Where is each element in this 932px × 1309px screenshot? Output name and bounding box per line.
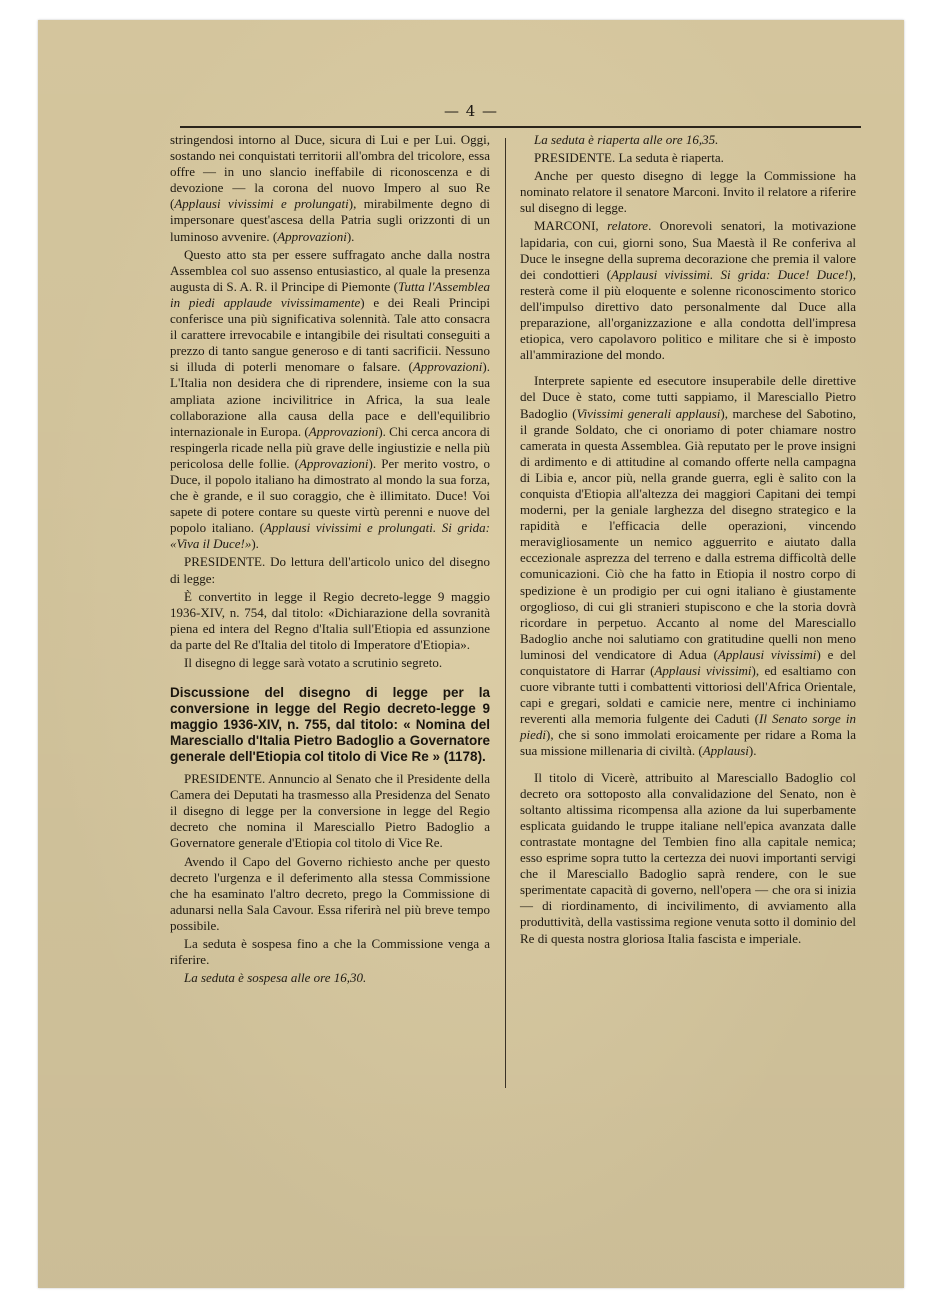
paragraph: La seduta è sospesa fino a che la Commissione venga a riferire. bbox=[170, 936, 490, 968]
paper-sheet bbox=[38, 20, 904, 1288]
spacer bbox=[520, 762, 856, 770]
column-divider bbox=[505, 138, 506, 1088]
page-number: — 4 — bbox=[443, 102, 499, 120]
paragraph: Interprete sapiente ed esecutore insuperabile delle direttive del Duce è stato, come tutti sappiamo, il Maresciallo Pietro Badoglio (Vivissimi generali applausi), marchese del Sabotino, il grande Soldato, che ci onoriamo di poter chiamare nostro camerata in questa Assemblea. Già reputato per le prove insigni di ardimento e di attitudine al comando offerte nella campagna di Libia e, ancor più, nella grande guerra, egli è salito con la conquista d'Etiopia all'altezza dei maggiori Capitani dei tempi moderni, per la geniale larghezza del disegno strategico e la rapidità e l'efficacia delle operazioni, vincendo meravigliosamente un nemico agguerrito e aiutato dalla eccezionale asprezza del terreno e dalla estrema difficoltà delle comunicazioni. Ciò che ha fatto in Etiopia il nostro corpo di spedizione è un prodigio per cui ogni italiano è giustamente orgoglioso, di cui gli stranieri stupiscono e che la storia dovrà ricordare in perpetuo. Accanto al nome del Maresciallo Badoglio anche noi salutiamo con gratitudine quelli non meno luminosi del vendicatore di Adua (Applausi vivissimi) e del conquistatore di Harrar (Applausi vivissimi), ed esaltiamo con cuore vibrante tutti i combattenti vittoriosi dell'Africa Orientale, capi e gregari, soldati e camicie nere, mentre ci inchiniamo reverenti alla memoria fulgente dei Caduti (Il Senato sorge in piedi), che si sono immolati eroicamente per ridare a Roma la sua missione millenaria di civiltà. (Applausi). bbox=[520, 373, 857, 759]
paragraph: PRESIDENTE. La seduta è riaperta. bbox=[534, 150, 724, 166]
section-heading: Discussione del disegno di legge per la conversione in legge del Regio decreto-legge 9 maggio 1936-XIV, n. 755, dal titolo: « Nomina del Maresciallo d'Italia Pietro Badoglio a Governatore generale dell'Etiopia col titolo di Vice Re » (1178). bbox=[170, 685, 490, 765]
paragraph: stringendosi intorno al Duce, sicura di Lui e per Lui. Oggi, sostando nei conquistati territorii all'ombra del tricolore, essa offre — in uno slancio ineffabile di riconoscenza e di devozione — la corona del nuovo Impero al suo Re (Applausi vivissimi e prolungati), mirabilmente degno di impersonare quest'ascesa della Patria sugli orizzonti di un luminoso avvenire. (Approvazioni). bbox=[170, 132, 490, 244]
paragraph: PRESIDENTE. Annuncio al Senato che il Presidente della Camera dei Deputati ha trasmesso alla Presidenza del Senato il disegno di legge per la conversione in legge del Regio decreto che nomina il Maresciallo Pietro Badoglio a Governatore generale d'Etiopia col titolo di Vice Re. bbox=[170, 771, 490, 851]
session-note: La seduta è sospesa alle ore 16,30. bbox=[184, 970, 367, 986]
paragraph: Questo atto sta per essere suffragato anche dalla nostra Assemblea col suo assenso entusiastico, al quale la presenza augusta di S. A. R. il Principe di Piemonte (Tutta l'Assemblea in piedi applaude vivissimamente) e dei Reali Principi conferisce una più significativa solennità. Tale atto consacra il carattere irrevocabile e intangibile dei risultati conseguiti a prezzo di tanto sangue generoso e di tanti sacrificii. Nessuno si illuda di poterli menomare o falsare. (Approvazioni). L'Italia non desidera che di riprendere, insieme con la sua ampliata azione incivilitrice in Africa, la sua leale collaborazione alla causa della pace e dell'equilibrio internazionale in Europa. (Approvazioni). Chi cerca ancora di respingerla ricade nella più grave delle ingiustizie e nella più pericolosa delle follie. (Approvazioni). Per merito vostro, o Duce, il popolo italiano ha dimostrato al mondo la sua forza, che è grande, e il suo coraggio, che è illimitato. Duce! Voi sapete di potere contare su queste virtù perenni e nuove del popolo italiano. (Applausi vivissimi e prolungati. Si grida: «Viva il Duce!»). bbox=[170, 246, 490, 552]
paragraph: Anche per questo disegno di legge la Commissione ha nominato relatore il senatore Marconi. Invito il relatore a riferire sul disegno di legge. bbox=[520, 168, 856, 216]
paragraph: MARCONI, relatore. Onorevoli senatori, la motivazione lapidaria, con cui, giorni sono, Sua Maestà il Re conferiva al Duce le insegne della suprema decorazione che premia il valore dei condottieri (Applausi vivissimi. Si grida: Duce! Duce!), resterà come il più eloquente e solenne riconoscimento storico dell'impulso direttivo dato personalmente dal Duce alla preparazione, all'organizzazione e alla condotta dell'impresa etiopica, vero capolavoro politico e militare che si è imposto all'ammirazione del mondo. bbox=[520, 218, 857, 363]
right-column bbox=[520, 132, 856, 949]
paragraph: PRESIDENTE. Do lettura dell'articolo unico del disegno di legge: bbox=[170, 554, 490, 586]
paragraph: Il disegno di legge sarà votato a scrutinio segreto. bbox=[184, 655, 443, 670]
paragraph: Il titolo di Vicerè, attribuito al Maresciallo Badoglio col decreto ora sottoposto alla convalidazione del Senato, non è soltanto altissima ricompensa alla azione da lui superbamente esplicata guidando le truppe italiane nell'epica avanzata dalle contrastate montagne del Tembien fino alla capitale nemica; esso esprime sopra tutto la certezza dei nuovi importanti servigi che il Maresciallo Badoglio saprà rendere, con le sue sperimentate capacità di governo, nell'opera — che ora si inizia — di riordinamento, di incivilimento, di avviamento alla produttività, della vastissima regione venuta sotto il dominio del Re di questa nostra gloriosa Italia fascista e imperiale. bbox=[520, 769, 856, 946]
spacer bbox=[520, 365, 856, 373]
left-column bbox=[170, 132, 490, 988]
paragraph: Avendo il Capo del Governo richiesto anche per questo decreto l'urgenza e il deferimento alla stessa Commissione che ha esaminato l'altro decreto, prego la Commissione di adunarsi nella Sala Cavour. Essa riferirà nel più breve tempo possibile. bbox=[170, 853, 490, 933]
header-rule bbox=[180, 126, 861, 128]
session-note: La seduta è riaperta alle ore 16,35. bbox=[534, 132, 719, 147]
decree-quote: È convertito in legge il Regio decreto-legge 9 maggio 1936-XIV, n. 754, dal titolo: «Dichiarazione della sovranità piena ed intera del Regno d'Italia sull'Etiopia ed assunzione da parte del Re d'Italia del titolo di Imperatore d'Etiopia». bbox=[170, 588, 490, 652]
